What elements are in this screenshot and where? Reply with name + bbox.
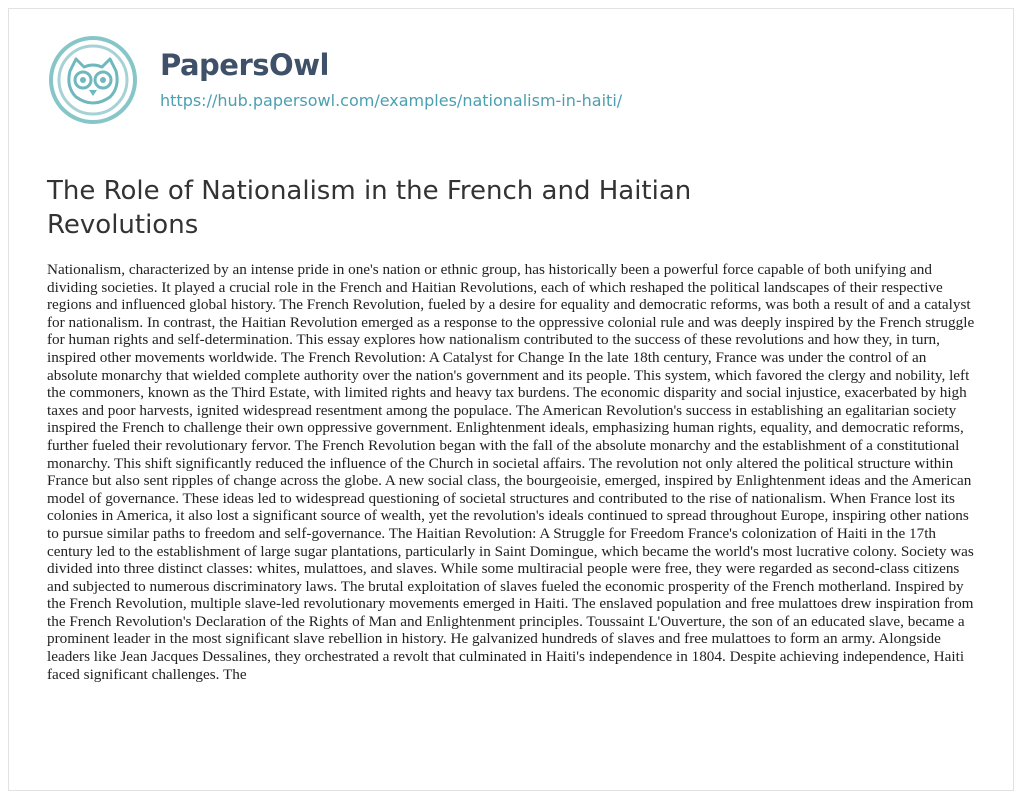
owl-logo-icon[interactable] (48, 35, 138, 125)
essay-title: The Role of Nationalism in the French and Haitian Revolutions (47, 176, 692, 240)
brand-block (160, 47, 622, 111)
source-url-link[interactable]: https://hub.papersowl.com/examples/nationalism-in-haiti/ (160, 91, 623, 110)
site-header (40, 35, 622, 125)
brand-name[interactable]: PapersOwl (160, 48, 329, 82)
essay-body: Nationalism, characterized by an intense pride in one's nation or ethnic group, has historically been a powerful force capable of both unifying and dividing societies. It played a crucial role in the French and Haitian Revolutions, each of which reshaped the political landscapes of their respective regions and influenced global history. The French Revolution, fueled by a desire for equality and democratic reforms, was both a result of and a catalyst for nationalism. In contrast, the Haitian Revolution emerged as a response to the oppressive colonial rule and was deeply inspired by the French struggle for human rights and self-determination. This essay explores how nationalism contributed to the success of these revolutions and how they, in turn, inspired other movements worldwide. The French Revolution: A Catalyst for Change In the late 18th century, France was under the control of an absolute monarchy that wielded complete authority over the nation's government and its people. This system, which favored the clergy and nobility, left the commoners, known as the Third Estate, with limited rights and heavy tax burdens. The economic disparity and social injustice, exacerbated by high taxes and poor harvests, ignited widespread resentment among the populace. The American Revolution's success in establishing an egalitarian society inspired the French to challenge their own oppressive government. Enlightenment ideals, emphasizing human rights, equality, and democratic reforms, further fueled their revolutionary fervor. The French Revolution began with the fall of the absolute monarchy and the establishment of a constitutional monarchy. This shift significantly reduced the influence of the Church in societal affairs. The revolution not only altered the political structure within France but also sent ripples of change across the globe. A new social class, the bourgeoisie, emerged, inspired by Enlightenment ideas and the American model of governance. These ideas led to widespread questioning of societal structures and contributed to the rise of nationalism. When France lost its colonies in America, it also lost a significant source of wealth, yet the revolution's ideals continued to spread throughout Europe, inspiring other nations to pursue similar paths to freedom and self-governance. The Haitian Revolution: A Struggle for Freedom France's colonization of Haiti in the 17th century led to the establishment of large sugar plantations, particularly in Saint Domingue, which became the world's most lucrative colony. Society was divided into three distinct classes: whites, mulattoes, and slaves. While some multiracial people were free, they were regarded as second-class citizens and subjected to numerous discriminatory laws. The brutal exploitation of slaves fueled the economic prosperity of the French motherland. Inspired by the French Revolution, multiple slave-led revolutionary movements emerged in Haiti. The enslaved population and free mulattoes drew inspiration from the French Revolution's Declaration of the Rights of Man and Enlightenment principles. Toussaint L'Ouverture, the son of an educated slave, became a prominent leader in the most significant slave rebellion in history. He galvanized hundreds of slaves and free mulattoes to form an army. Alongside leaders like Jean Jacques Dessalines, they orchestrated a revolt that culminated in Haiti's independence in 1804. Despite achieving independence, Haiti faced significant challenges. The (47, 261, 975, 683)
